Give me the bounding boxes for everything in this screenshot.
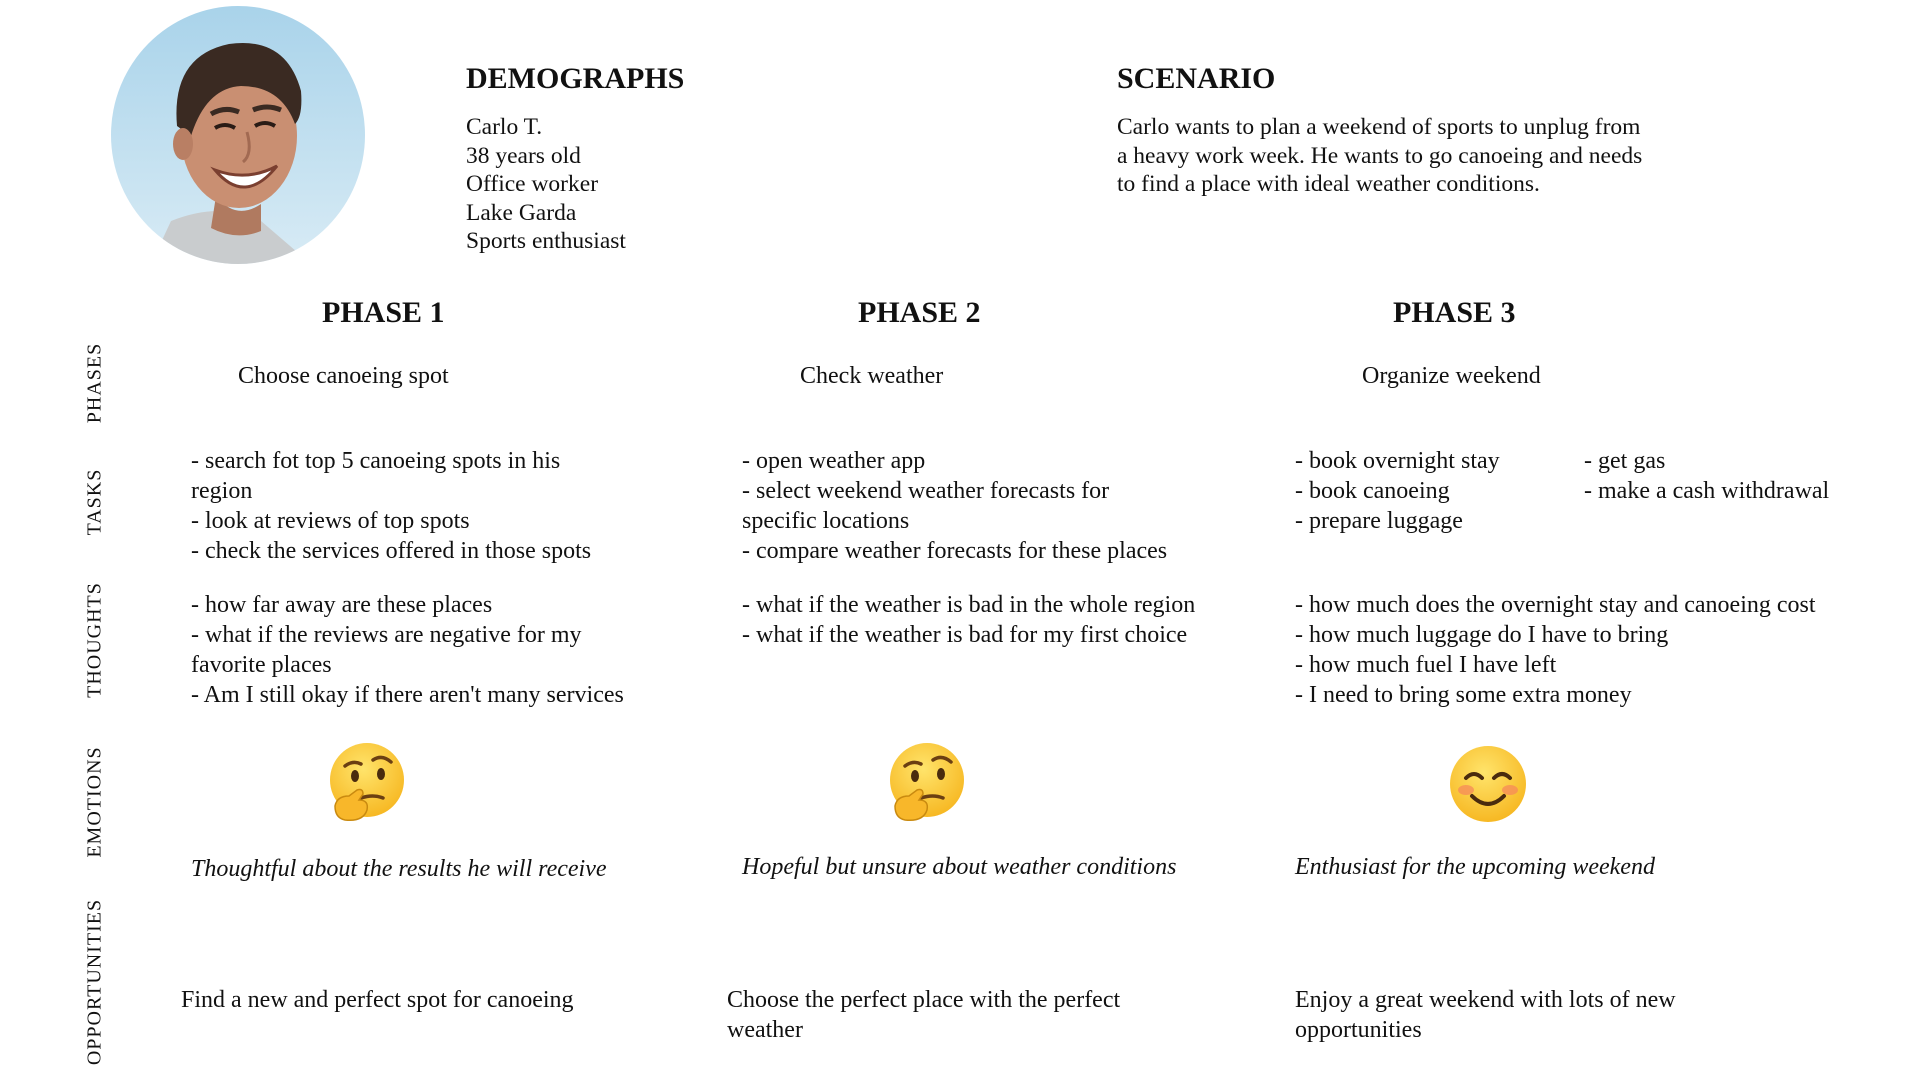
thought-item: favorite places — [191, 652, 332, 678]
task-item: - look at reviews of top spots — [191, 508, 470, 534]
demographics-name: Carlo T. — [466, 114, 543, 140]
phase-3-label: Organize weekend — [1362, 363, 1541, 389]
demographics-title: DEMOGRAPHS — [466, 62, 685, 95]
phase-1-opportunity — [181, 985, 574, 1015]
demographics-location: Lake Garda — [466, 199, 577, 226]
opportunity-line: weather — [727, 1017, 803, 1043]
smiling-blushing-face-icon — [1446, 742, 1530, 826]
phase-2-thoughts — [742, 590, 1195, 650]
phase-1-tasks — [191, 446, 591, 566]
scenario-text — [1117, 113, 1642, 199]
demographics-interest: Sports enthusiast — [466, 228, 626, 254]
scenario-line: to find a place with ideal weather conditions. — [1117, 171, 1540, 197]
thought-item: - how far away are these places — [191, 592, 493, 618]
phase-2-title: PHASE 2 — [858, 296, 981, 329]
demographics-list — [466, 113, 626, 256]
phase-1-title: PHASE 1 — [322, 296, 445, 329]
persona-photo — [111, 6, 365, 264]
opportunity-line: Find a new and perfect spot for canoeing — [181, 987, 574, 1013]
task-item: - prepare luggage — [1295, 508, 1463, 534]
phase-1-thoughts — [191, 590, 624, 710]
thought-item: - what if the weather is bad for my first choice — [742, 622, 1188, 648]
thinking-face-icon — [883, 740, 967, 824]
task-item: - check the services offered in those spots — [191, 538, 592, 564]
phase-3-title: PHASE 3 — [1393, 296, 1516, 329]
phase-3-thoughts — [1295, 590, 1816, 710]
demographics-occupation: Office worker — [466, 171, 599, 197]
persona-avatar — [111, 6, 365, 264]
task-item: region — [191, 478, 253, 504]
thought-item: - how much does the overnight stay and canoeing cost — [1295, 592, 1816, 618]
row-label-phases: PHASES — [83, 342, 106, 424]
phase-3-emotion: Enthusiast for the upcoming weekend — [1295, 854, 1655, 880]
row-label-emotions: EMOTIONS — [83, 746, 106, 858]
thought-item: - Am I still okay if there aren't many services — [191, 682, 624, 708]
task-item: - search fot top 5 canoeing spots in his — [191, 448, 561, 474]
thought-item: - what if the reviews are negative for my — [191, 622, 582, 648]
phase-2-opportunity — [727, 985, 1120, 1045]
task-item: specific locations — [742, 508, 910, 534]
task-item: - make a cash withdrawal — [1584, 478, 1830, 504]
phase-3-tasks-right — [1584, 446, 1829, 506]
phase-2-tasks — [742, 446, 1167, 566]
row-label-tasks: TASKS — [83, 468, 106, 536]
thinking-face-icon — [323, 740, 407, 824]
task-item: - get gas — [1584, 448, 1666, 474]
task-item: - book canoeing — [1295, 478, 1450, 504]
task-item: - select weekend weather forecasts for — [742, 478, 1110, 504]
scenario-line: Carlo wants to plan a weekend of sports to unplug from — [1117, 114, 1641, 140]
opportunity-line: Enjoy a great weekend with lots of new — [1295, 987, 1676, 1013]
opportunity-line: opportunities — [1295, 1017, 1422, 1043]
scenario-title: SCENARIO — [1117, 62, 1276, 95]
opportunity-line: Choose the perfect place with the perfect — [727, 987, 1121, 1013]
phase-1-emotion: Thoughtful about the results he will receive — [191, 856, 607, 882]
thought-item: - I need to bring some extra money — [1295, 682, 1632, 708]
scenario-line: a heavy work week. He wants to go canoeing and needs — [1117, 142, 1643, 169]
thought-item: - how much fuel I have left — [1295, 652, 1557, 678]
phase-2-label: Check weather — [800, 363, 944, 389]
phase-3-opportunity — [1295, 985, 1676, 1045]
phase-1-label: Choose canoeing spot — [238, 363, 449, 389]
demographics-age: 38 years old — [466, 142, 581, 169]
thought-item: - what if the weather is bad in the whole region — [742, 592, 1196, 618]
task-item: - open weather app — [742, 448, 926, 474]
task-item: - book overnight stay — [1295, 448, 1500, 474]
row-label-thoughts: THOUGHTS — [83, 582, 106, 698]
row-label-opportunities: OPPORTUNITIES — [83, 898, 106, 1066]
phase-3-tasks-left — [1295, 446, 1500, 536]
phase-2-emotion: Hopeful but unsure about weather conditions — [742, 854, 1177, 880]
task-item: - compare weather forecasts for these places — [742, 538, 1168, 564]
thought-item: - how much luggage do I have to bring — [1295, 622, 1669, 648]
